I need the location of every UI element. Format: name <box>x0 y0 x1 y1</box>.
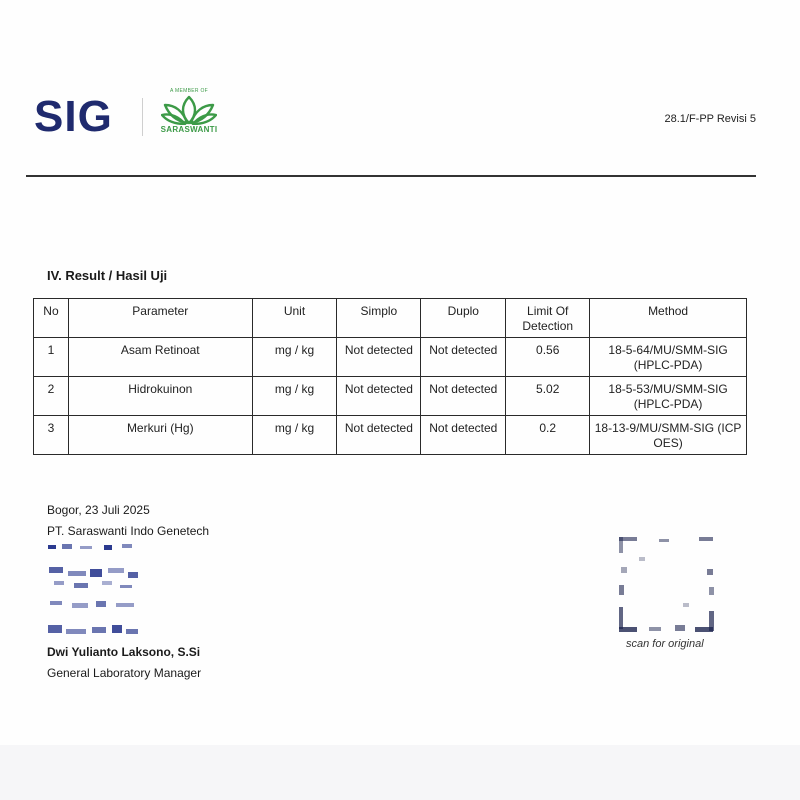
leaf-emblem-icon <box>161 95 217 125</box>
results-table <box>33 298 747 455</box>
qr-caption: scan for original <box>626 638 704 650</box>
signatory-name: Dwi Yulianto Laksono, S.Si <box>47 645 201 659</box>
cell-method: 18-13-9/MU/SMM-SIG (ICP OES) <box>590 416 747 455</box>
cell-duplo: Not detected <box>421 416 506 455</box>
cell-simplo: Not detected <box>337 416 421 455</box>
cell-parameter: Asam Retinoat <box>68 338 252 377</box>
cell-parameter: Hidrokuinon <box>68 377 252 416</box>
partner-name: SARASWANTI <box>160 125 218 134</box>
document-code: 28.1/F-PP Revisi 5 <box>664 113 756 125</box>
column-header-simplo: Simplo <box>337 299 421 338</box>
column-header-parameter: Parameter <box>68 299 252 338</box>
signature-image <box>46 543 142 639</box>
page-bottom-margin <box>0 745 800 800</box>
table-header-row <box>34 299 747 338</box>
section-title: IV. Result / Hasil Uji <box>47 268 168 283</box>
saraswanti-logo <box>154 88 224 140</box>
cell-lod: 5.02 <box>506 377 590 416</box>
column-header-method: Method <box>590 299 747 338</box>
sig-logo <box>34 94 113 140</box>
signature-company: PT. Saraswanti Indo Genetech <box>47 524 210 538</box>
column-header-unit: Unit <box>252 299 337 338</box>
cell-no: 2 <box>34 377 69 416</box>
column-header-duplo: Duplo <box>421 299 506 338</box>
signatory-title: General Laboratory Manager <box>47 666 202 680</box>
column-header-no: No <box>34 299 69 338</box>
cell-parameter: Merkuri (Hg) <box>68 416 252 455</box>
cell-duplo: Not detected <box>421 338 506 377</box>
cell-lod: 0.2 <box>506 416 590 455</box>
cell-simplo: Not detected <box>337 377 421 416</box>
cell-method: 18-5-53/MU/SMM-SIG (HPLC-PDA) <box>590 377 747 416</box>
table-row <box>34 416 747 455</box>
cell-no: 1 <box>34 338 69 377</box>
cell-no: 3 <box>34 416 69 455</box>
table-row <box>34 377 747 416</box>
column-header-lod: Limit Of Detection <box>506 299 590 338</box>
header-divider <box>26 175 756 177</box>
cell-lod: 0.56 <box>506 338 590 377</box>
cell-duplo: Not detected <box>421 377 506 416</box>
cell-method: 18-5-64/MU/SMM-SIG (HPLC-PDA) <box>590 338 747 377</box>
cell-unit: mg / kg <box>252 338 337 377</box>
signature-place-date: Bogor, 23 Juli 2025 <box>47 503 150 517</box>
partner-tagline: A MEMBER OF <box>169 88 209 94</box>
logo-divider <box>142 98 143 136</box>
cell-unit: mg / kg <box>252 377 337 416</box>
qr-code-icon <box>619 537 715 633</box>
cell-unit: mg / kg <box>252 416 337 455</box>
sig-logo-text: SIG <box>34 92 113 141</box>
cell-simplo: Not detected <box>337 338 421 377</box>
table-row <box>34 338 747 377</box>
